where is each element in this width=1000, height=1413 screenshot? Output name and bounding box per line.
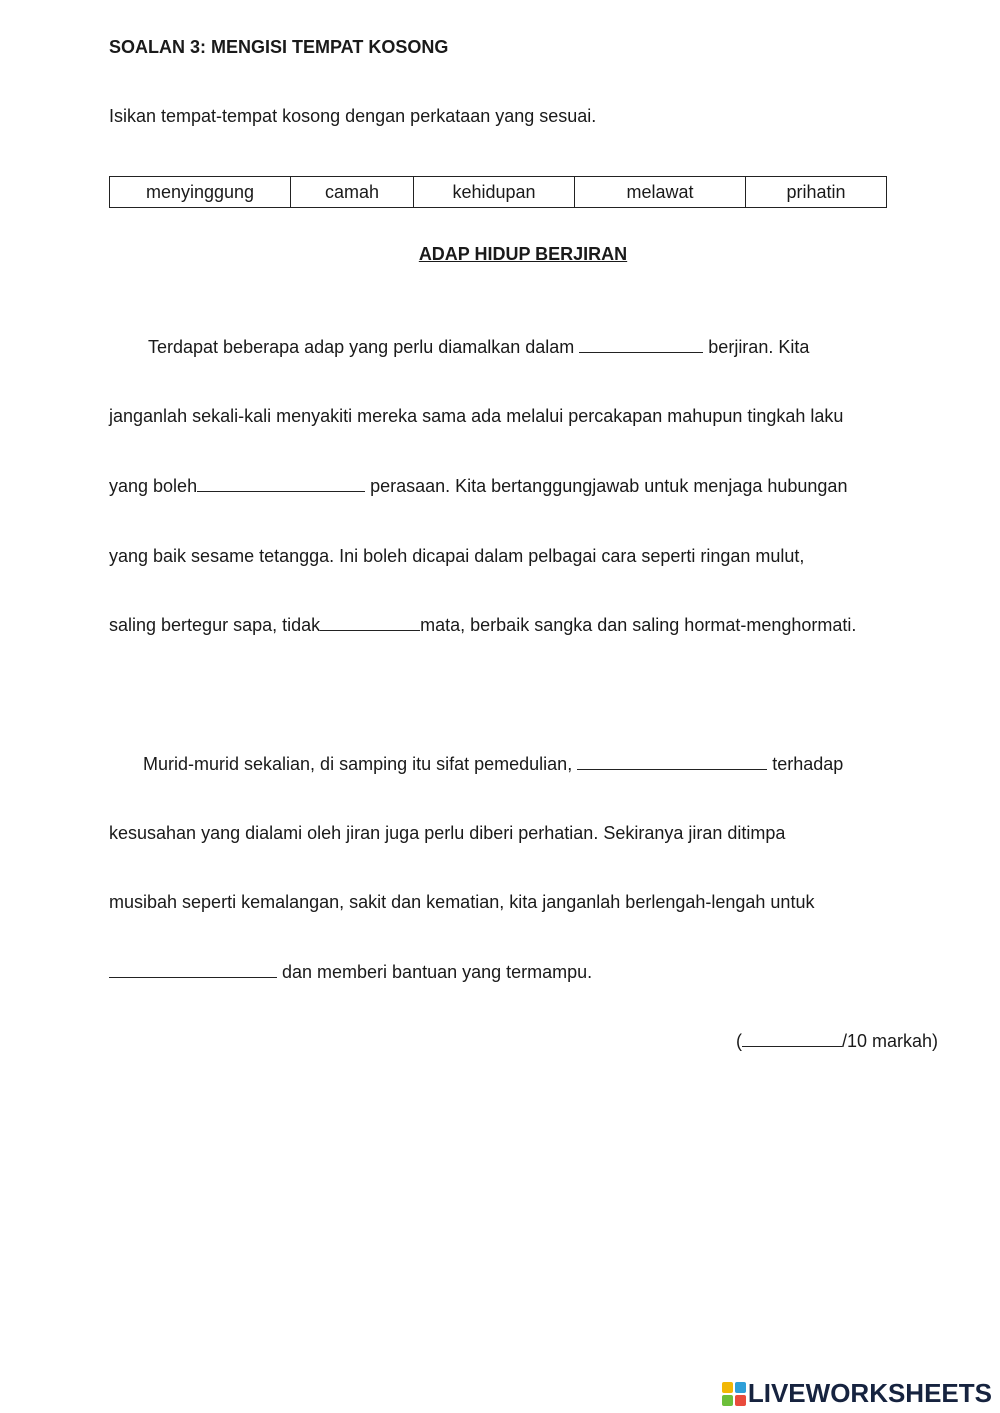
word-bank-cell: prihatin <box>746 177 887 208</box>
text-segment: berjiran. Kita <box>703 337 810 357</box>
blank-2[interactable] <box>197 476 365 492</box>
score-line <box>736 1031 938 1052</box>
paragraph1-line5 <box>109 615 856 636</box>
paragraph1-line1 <box>148 337 809 358</box>
blank-1[interactable] <box>579 337 703 353</box>
paragraph1-line3 <box>109 476 847 497</box>
paragraph2-line4 <box>109 962 592 983</box>
logo-square <box>722 1395 733 1406</box>
blank-5[interactable] <box>109 962 277 978</box>
paragraph2-line1 <box>143 754 843 775</box>
instruction-text: Isikan tempat-tempat kosong dengan perkataan yang sesuai. <box>109 106 597 126</box>
word-bank-cell: melawat <box>575 177 746 208</box>
passage-title: ADAP HIDUP BERJIRAN <box>418 244 628 264</box>
text-segment: Murid-murid sekalian, di samping itu sifat pemedulian, <box>143 754 578 774</box>
blank-3[interactable] <box>320 615 420 631</box>
logo-square <box>722 1382 733 1393</box>
logo-icon <box>722 1382 746 1406</box>
score-open: ( <box>735 1031 742 1051</box>
text-segment: Terdapat beberapa adap yang perlu diamalkan dalam <box>148 337 580 357</box>
word-bank-cell: camah <box>291 177 414 208</box>
word-bank-cell: kehidupan <box>414 177 575 208</box>
liveworksheets-logo <box>722 1378 992 1409</box>
paragraph1-line4: yang baik sesame tetangga. Ini boleh dicapai dalam pelbagai cara seperti ringan mulut, <box>109 546 805 566</box>
text-segment: yang boleh <box>109 476 198 496</box>
logo-square <box>735 1382 746 1393</box>
text-segment: perasaan. Kita bertanggungjawab untuk menjaga hubungan <box>365 476 848 496</box>
word-bank-table <box>109 176 887 208</box>
blank-4[interactable] <box>577 754 767 770</box>
paragraph2-line2: kesusahan yang dialami oleh jiran juga perlu diberi perhatian. Sekiranya jiran ditimpa <box>109 823 786 843</box>
word-bank-cell: menyinggung <box>110 177 291 208</box>
paragraph2-line3: musibah seperti kemalangan, sakit dan kematian, kita janganlah berlengah-lengah untuk <box>109 892 815 912</box>
text-segment: saling bertegur sapa, tidak <box>109 615 321 635</box>
score-total: /10 markah) <box>841 1031 938 1051</box>
logo-text: LIVEWORKSHEETS <box>747 1378 992 1408</box>
page-heading: SOALAN 3: MENGISI TEMPAT KOSONG <box>109 37 449 57</box>
paragraph1-line2: janganlah sekali-kali menyakiti mereka sama ada melalui percakapan mahupun tingkah laku <box>109 406 844 426</box>
score-blank[interactable] <box>742 1031 842 1047</box>
logo-square <box>735 1395 746 1406</box>
text-segment: dan memberi bantuan yang termampu. <box>277 962 593 982</box>
text-segment: terhadap <box>767 754 844 774</box>
text-segment: mata, berbaik sangka dan saling hormat-menghormati. <box>420 615 857 635</box>
